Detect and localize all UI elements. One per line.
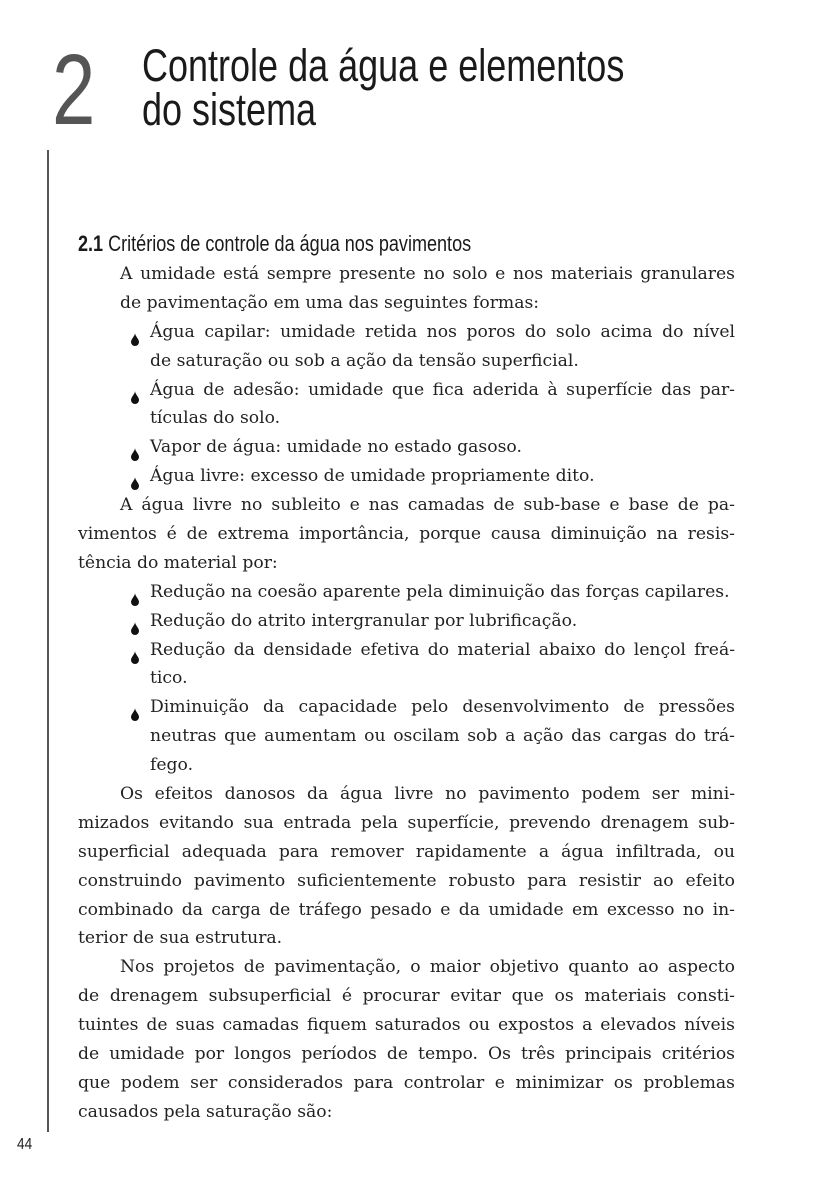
chapter-title bbox=[142, 40, 625, 135]
margin-rule bbox=[47, 150, 49, 1132]
list-item-text: Redução da densidade efetiva do material abaixo do lençol freá- bbox=[150, 639, 735, 660]
projects-paragraph-line: de umidade por longos períodos de tempo. Os três principais critérios bbox=[78, 1044, 735, 1065]
list-item-text: Água livre: excesso de umidade propriamente dito. bbox=[150, 466, 595, 487]
section-heading bbox=[78, 231, 471, 257]
projects-paragraph-line: tuintes de suas camadas fiquem saturados ou expostos a elevados níveis bbox=[78, 1015, 735, 1036]
list-item-text: Diminuição da capacidade pelo desenvolvimento de pressões bbox=[150, 697, 735, 718]
intro-paragraph-line: de pavimentação em uma das seguintes formas: bbox=[120, 292, 540, 313]
water-form-item bbox=[78, 462, 735, 491]
list-item-text: Redução na coesão aparente pela diminuição das forças capilares. bbox=[150, 581, 730, 602]
water-form-item bbox=[78, 376, 735, 405]
page-number: 44 bbox=[17, 1136, 33, 1153]
damage-paragraph-line: superficial adequada para remover rapidamente a água infiltrada, ou bbox=[78, 841, 735, 862]
water-drop-icon bbox=[130, 327, 140, 340]
section-number: 2.1 bbox=[78, 231, 104, 256]
water-drop-icon bbox=[130, 587, 140, 600]
water-drop-icon bbox=[130, 702, 140, 715]
damage-paragraph-line: mizados evitando sua entrada pela superfície, prevendo drenagem sub- bbox=[78, 812, 735, 833]
water-form-item bbox=[78, 433, 735, 462]
water-drop-icon bbox=[130, 616, 140, 629]
effect-item-continuation bbox=[78, 664, 735, 693]
damage-paragraph-line: Os efeitos danosos da água livre no pavimento podem ser mini- bbox=[120, 784, 735, 805]
effect-item bbox=[78, 578, 735, 607]
list-item-text: Vapor de água: umidade no estado gasoso. bbox=[150, 437, 522, 458]
water-form-item-continuation bbox=[78, 404, 735, 433]
water-drop-icon bbox=[130, 442, 140, 455]
free-water-paragraph-line: A água livre no subleito e nas camadas de sub-base e base de pa- bbox=[120, 495, 735, 516]
list-item-text: Água de adesão: umidade que fica aderida à superfície das par- bbox=[150, 379, 735, 400]
list-item-text: Água capilar: umidade retida nos poros do solo acima do nível bbox=[150, 321, 735, 342]
water-form-item bbox=[78, 318, 735, 347]
list-item-text: fego. bbox=[150, 755, 194, 776]
list-item-text: de saturação ou sob a ação da tensão superficial. bbox=[150, 350, 579, 371]
free-water-paragraph-line: vimentos é de extrema importância, porque causa diminuição na resis- bbox=[78, 524, 735, 545]
water-drop-icon bbox=[130, 471, 140, 484]
chapter-number: 2 bbox=[52, 34, 96, 146]
intro-paragraph-line: A umidade está sempre presente no solo e nos materiais granulares bbox=[120, 264, 735, 284]
list-item-text: Redução do atrito intergranular por lubrificação. bbox=[150, 610, 578, 631]
body-text bbox=[78, 260, 735, 1127]
effect-item-continuation bbox=[78, 722, 735, 751]
free-water-paragraph-line: tência do material por: bbox=[78, 552, 278, 573]
effect-item bbox=[78, 693, 735, 722]
section-title: Critérios de controle da água nos pavimentos bbox=[108, 231, 472, 256]
chapter-title-line: do sistema bbox=[142, 84, 317, 135]
list-item-text: neutras que aumentam ou oscilam sob a ação das cargas do trá- bbox=[150, 726, 735, 747]
damage-paragraph-line: terior de sua estrutura. bbox=[78, 928, 283, 949]
projects-paragraph-line: causados pela saturação são: bbox=[78, 1101, 333, 1122]
damage-paragraph-line: construindo pavimento suficientemente robusto para resistir ao efeito bbox=[78, 870, 735, 891]
list-item-text: tículas do solo. bbox=[150, 408, 281, 429]
chapter-title-line: Controle da água e elementos bbox=[142, 40, 625, 91]
projects-paragraph-line: de drenagem subsuperficial é procurar evitar que os materiais consti- bbox=[78, 986, 735, 1007]
effect-item-continuation bbox=[78, 751, 735, 780]
water-drop-icon bbox=[130, 645, 140, 658]
water-form-item-continuation bbox=[78, 347, 735, 376]
effect-item bbox=[78, 636, 735, 665]
damage-paragraph-line: combinado da carga de tráfego pesado e da umidade em excesso no in- bbox=[78, 899, 735, 920]
projects-paragraph-line: que podem ser considerados para controlar e minimizar os problemas bbox=[78, 1072, 735, 1093]
projects-paragraph-line: Nos projetos de pavimentação, o maior objetivo quanto ao aspecto bbox=[120, 957, 735, 978]
effect-item bbox=[78, 607, 735, 636]
list-item-text: tico. bbox=[150, 668, 188, 689]
water-drop-icon bbox=[130, 385, 140, 398]
